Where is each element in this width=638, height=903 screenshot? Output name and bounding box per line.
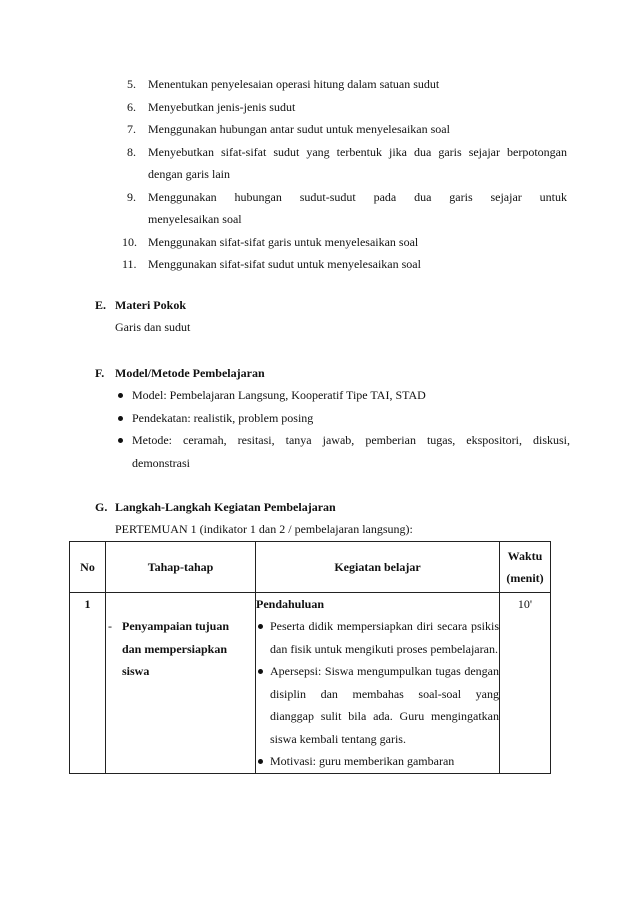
section-model-metode <box>95 362 570 474</box>
list-item <box>256 660 499 750</box>
item-text: Menggunakan sifat-sifat sudut untuk menyelesaikan soal <box>148 257 421 271</box>
objectives-list <box>122 73 567 276</box>
item-number: 7. <box>127 122 136 136</box>
header-waktu-unit: (menit) <box>506 571 544 585</box>
item-text: Menentukan penyelesaian operasi hitung dalam satuan sudut <box>148 77 440 91</box>
section-title: Langkah-Langkah Kegiatan Pembelajaran <box>115 500 336 514</box>
section-letter: E. <box>95 298 107 312</box>
lesson-table <box>69 541 551 774</box>
list-item <box>256 750 499 773</box>
list-item <box>127 118 567 141</box>
bullet-icon <box>118 438 123 443</box>
list-item <box>115 384 570 407</box>
cell-waktu: 10' <box>500 593 551 774</box>
tahap-text: Penyampaian tujuan dan mempersiapkan siswa <box>122 619 230 678</box>
tahap-dash: - <box>108 619 112 633</box>
table-header-row <box>70 542 551 593</box>
bullet-icon <box>118 416 123 421</box>
bullet-icon <box>258 759 263 764</box>
list-item <box>127 186 567 231</box>
item-text: Menyebutkan sifat-sifat sudut yang terbentuk jika dua garis sejajar berpotongan <box>148 144 567 159</box>
item-text: Menggunakan hubungan sudut-sudut pada dua garis sejajar untuk <box>148 189 567 204</box>
list-item <box>115 429 570 474</box>
section-subtitle: PERTEMUAN 1 (indikator 1 dan 2 / pembelajaran langsung): <box>115 522 413 536</box>
section-letter: F. <box>95 366 105 380</box>
section-letter: G. <box>95 500 108 514</box>
item-number: 6. <box>127 99 136 114</box>
cell-kegiatan <box>256 593 500 774</box>
section-title: Materi Pokok <box>115 298 186 312</box>
list-item <box>115 407 570 430</box>
section-materi-pokok <box>95 294 570 338</box>
header-waktu <box>500 542 551 593</box>
section-body: Garis dan sudut <box>115 320 191 334</box>
bullet-icon <box>118 393 123 398</box>
item-text: Menggunakan hubungan antar sudut untuk menyelesaikan soal <box>148 122 450 136</box>
list-item <box>122 231 567 254</box>
item-text: Menggunakan sifat-sifat garis untuk menyelesaikan soal <box>148 234 419 249</box>
item-text-continued: menyelesaikan soal <box>148 212 242 226</box>
cell-no: 1 <box>70 593 106 774</box>
kegiatan-title: Pendahuluan <box>256 597 325 611</box>
item-text: Apersepsi: Siswa mengumpulkan tugas dengan disiplin dan membahas soal-soal yang dianggap sulit bila ada. Guru mengingatkan siswa kembali tentang garis. <box>270 664 499 746</box>
list-item <box>256 615 499 660</box>
section-heading <box>95 496 570 518</box>
bullet-icon <box>258 669 263 674</box>
table-row <box>70 593 551 774</box>
header-tahap: Tahap-tahap <box>106 542 256 593</box>
item-number: 5. <box>127 77 136 91</box>
header-no: No <box>70 542 106 593</box>
list-item <box>127 73 567 96</box>
item-text: Motivasi: guru memberikan gambaran <box>270 754 455 768</box>
header-kegiatan: Kegiatan belajar <box>256 542 500 593</box>
tahap-content <box>106 593 255 683</box>
list-item <box>127 96 567 119</box>
header-waktu-label: Waktu <box>507 549 543 563</box>
item-text-continued: dengan garis lain <box>148 167 230 181</box>
list-item <box>127 141 567 186</box>
item-text: Menyebutkan jenis-jenis sudut <box>148 99 296 114</box>
section-heading <box>95 294 570 316</box>
section-heading <box>95 362 570 384</box>
cell-tahap <box>106 593 256 774</box>
item-number: 8. <box>127 144 136 159</box>
item-number: 9. <box>127 189 136 204</box>
item-text: Metode: ceramah, resitasi, tanya jawab, pemberian tugas, ekspositori, diskusi, <box>132 433 570 447</box>
item-number: 10. <box>122 234 137 249</box>
item-number: 11. <box>122 257 137 271</box>
bullet-icon <box>258 624 263 629</box>
list-item <box>122 253 567 276</box>
item-text-continued: demonstrasi <box>132 455 190 470</box>
section-title: Model/Metode Pembelajaran <box>115 366 265 380</box>
bullet-list <box>95 384 570 474</box>
item-text: Pendekatan: realistik, problem posing <box>132 410 314 425</box>
item-text: Peserta didik mempersiapkan diri secara psikis dan fisik untuk mengikuti proses pembelajaran. <box>270 619 499 656</box>
item-text: Model: Pembelajaran Langsung, Kooperatif Tipe TAI, STAD <box>132 388 426 402</box>
section-langkah-kegiatan <box>95 496 570 540</box>
